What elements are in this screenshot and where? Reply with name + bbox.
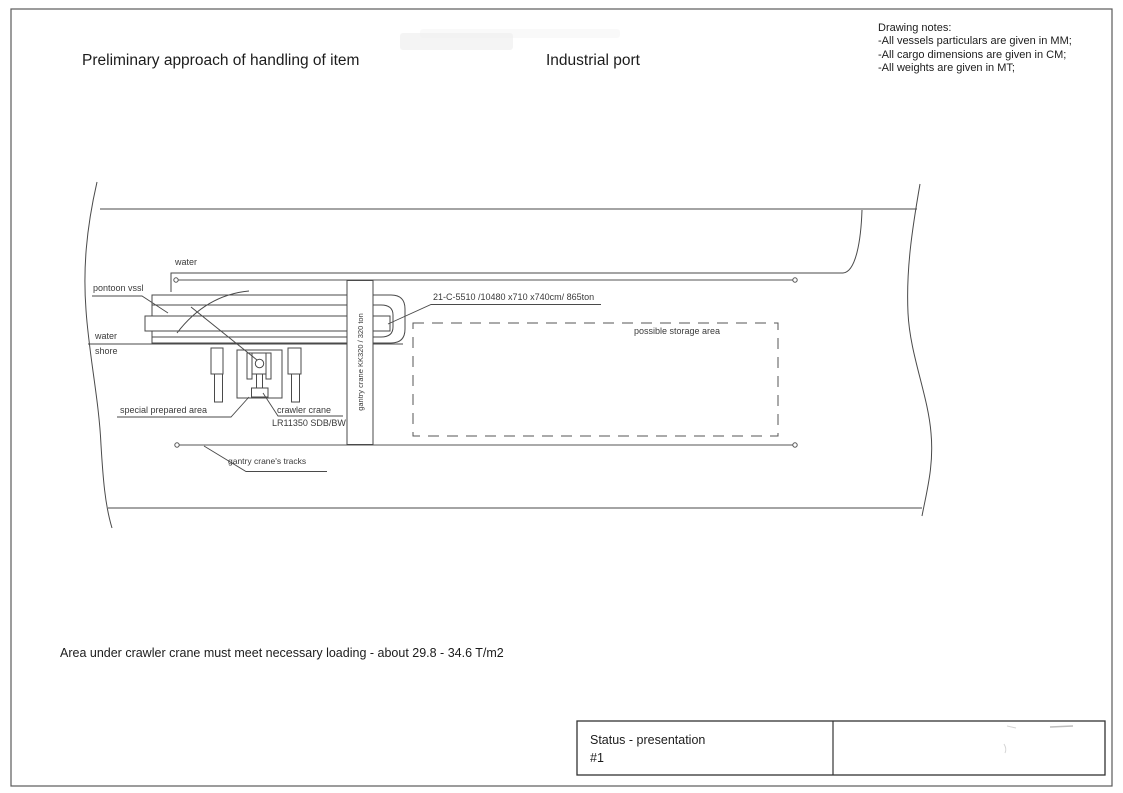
outrigger-leg-right	[292, 374, 300, 402]
signature-smudge	[1007, 726, 1016, 728]
sheet-border	[11, 9, 1112, 786]
label-pontoon-vssl: pontoon vssl	[93, 283, 144, 293]
redaction-smudge	[420, 29, 620, 38]
outrigger-pad-left	[211, 348, 223, 374]
label-gantry-crane-vertical: gantry crane KK320 / 320 ton	[356, 313, 365, 411]
sheet-title: Preliminary approach of handling of item	[82, 52, 360, 69]
label-water-left: water	[95, 331, 118, 341]
label-special-prepared-area: special prepared area	[120, 405, 208, 415]
outrigger-pad-right	[288, 348, 301, 374]
label-gantry-tracks: gantry crane's tracks	[228, 456, 307, 466]
status-line-1: Status - presentation	[590, 733, 706, 747]
label-crawler-crane: crawler crane	[277, 405, 332, 415]
crawler-track-right	[266, 353, 271, 379]
storage-area-outline	[413, 323, 778, 436]
rail-end-marker	[174, 278, 178, 282]
label-crawler-crane-model: LR11350 SDB/BW	[272, 418, 346, 428]
loading-requirement-note: Area under crawler crane must meet necessary loading - about 29.8 - 34.6 T/m2	[60, 646, 504, 660]
crawler-crane-group	[211, 348, 301, 402]
signature-smudge	[1004, 744, 1006, 753]
label-water-top: water	[175, 257, 198, 267]
label-cargo-particulars: 21-C-5510 /10480 x710 x740cm/ 865ton	[433, 292, 595, 302]
leader-cargo	[388, 305, 601, 325]
drawing-note-item: -All cargo dimensions are given in CM;	[878, 48, 1067, 61]
signature-smudge	[1050, 726, 1073, 727]
sheet-subtitle: Industrial port	[546, 52, 640, 69]
crane-counterweight	[252, 388, 269, 397]
outrigger-leg-left	[215, 374, 223, 402]
drawing-note-item: -All vessels particulars are given in MM;	[878, 35, 1072, 48]
label-shore: shore	[95, 346, 118, 356]
status-block	[590, 731, 705, 767]
drawing-notes	[878, 22, 1072, 76]
status-line-2: #1	[590, 751, 604, 765]
crawler-track-left	[247, 353, 252, 379]
rail-end-marker	[793, 278, 797, 282]
drawing-note-item: -All weights are given in MT;	[878, 62, 1015, 75]
crane-slew-center	[255, 359, 263, 367]
label-possible-storage-area: possible storage area	[634, 326, 721, 336]
crane-boom-butt	[257, 374, 263, 388]
rail-end-marker	[175, 443, 179, 447]
drawing-notes-heading: Drawing notes:	[878, 22, 952, 34]
rail-end-marker	[793, 443, 797, 447]
right-break-line	[908, 184, 932, 516]
